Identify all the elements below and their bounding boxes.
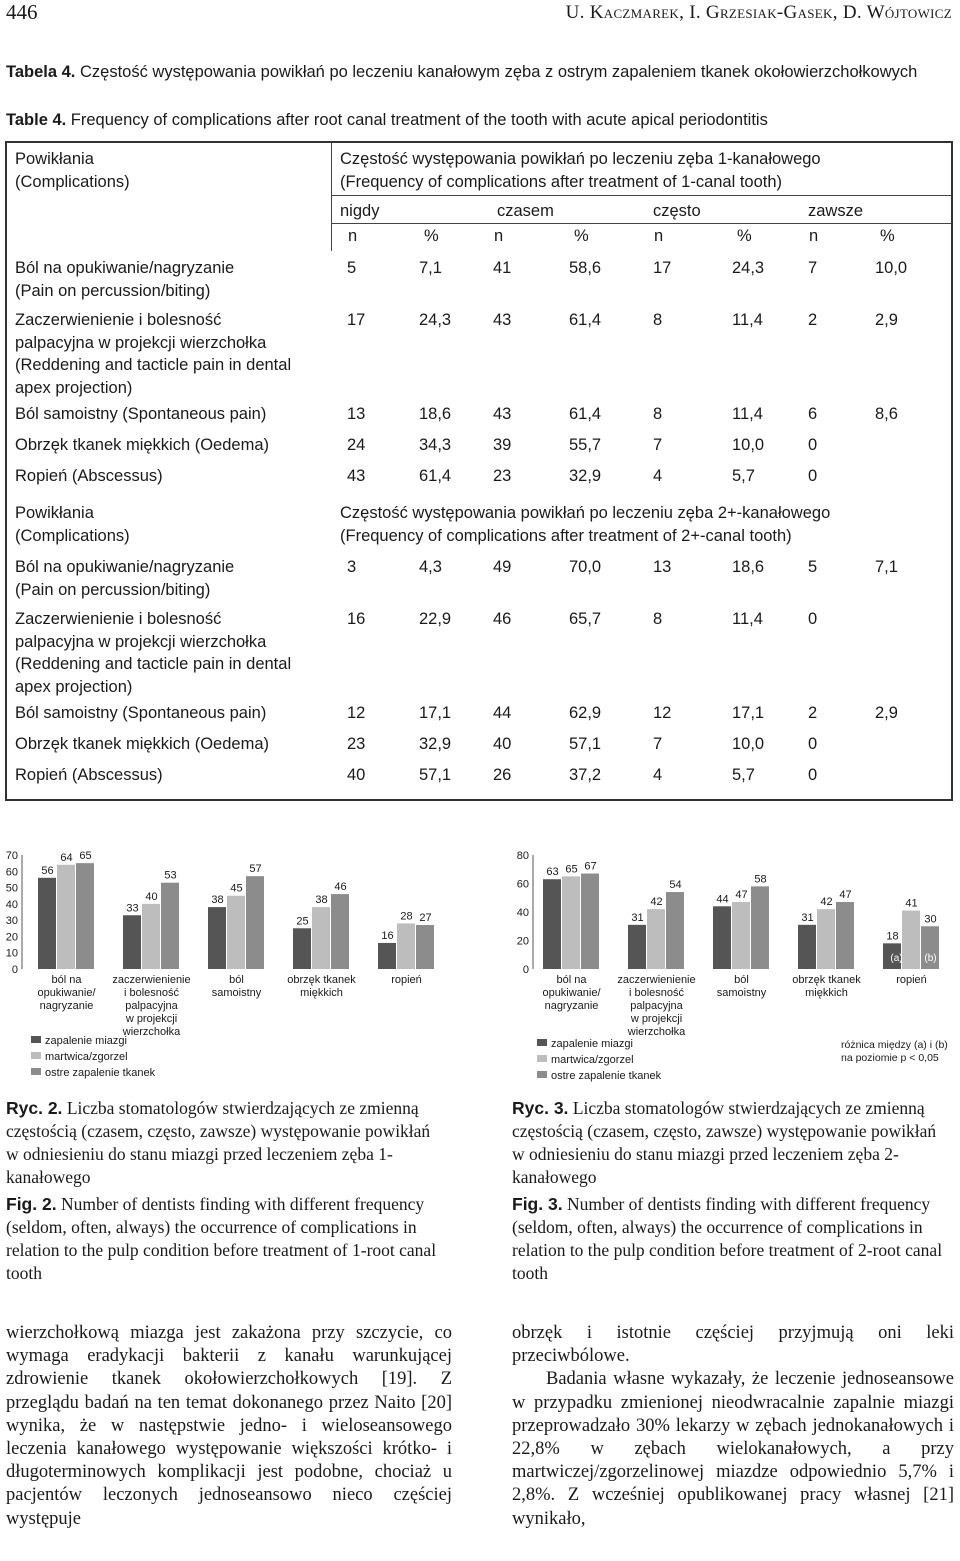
figure-3-caption-pl (512, 1097, 952, 1189)
frequency-label: często (653, 202, 701, 220)
table-rule (331, 143, 332, 251)
category-label: ból na (556, 974, 587, 986)
section-1-title-pl: Częstość występowania powikłań po leczeniu zęba 1-kanałowego (340, 150, 821, 168)
category-label: nagryzanie (39, 1000, 94, 1012)
bar-2-2 (751, 886, 769, 969)
legend-entry: martwica/zgorzel (551, 1054, 634, 1066)
section-1-cell-value: 4 (653, 467, 663, 485)
section-2-cell-value: 10,0 (732, 735, 765, 753)
section-1-cell-value: 11,4 (732, 311, 763, 329)
section-1-row-label: Ból samoistny (Spontaneous pain) (15, 405, 267, 423)
section-1-cell-value: 8,6 (875, 405, 898, 423)
section-2-cell-value: 49 (493, 558, 512, 576)
section-2-cell-value: 11,4 (732, 610, 763, 628)
figure-2-caption-pl (6, 1097, 446, 1189)
section-1-row-label: apex projection) (15, 378, 133, 397)
section-1-cell-value: 43 (493, 405, 512, 423)
section-1-cell-value: 7 (808, 259, 818, 277)
section-1-cell-value: 5,7 (732, 467, 755, 485)
unit-label: % (880, 227, 895, 245)
legend-entry: zapalenie miazgi (551, 1038, 633, 1050)
category-label: samoistny (211, 987, 262, 999)
column-header-complications-pl: Powikłania (15, 150, 94, 168)
table-rule (331, 223, 951, 224)
section-1-row-label: Ropień (Abscessus) (15, 467, 163, 485)
section-1-cell-value: 43 (493, 311, 512, 329)
category-label: ropień (896, 974, 927, 986)
bar-value-label: 27 (419, 912, 432, 925)
bar-value-label: 38 (315, 894, 328, 907)
bar-2-0 (76, 863, 94, 969)
section-2-cell-value: 46 (493, 610, 512, 628)
figure-2-caption (6, 1097, 446, 1285)
bar-value-label: 42 (650, 896, 663, 909)
y-tick-label: 50 (5, 882, 18, 895)
section-1-cell-value: 24 (347, 436, 366, 454)
bar-2-1 (666, 892, 684, 969)
bar-value-label: 38 (211, 894, 224, 907)
section-1-cell-value: 8 (653, 311, 663, 329)
section-1-row-label: Obrzęk tkanek miękkich (Oedema) (15, 436, 270, 454)
table-caption-pl-label: Tabela 4. (6, 63, 76, 81)
section-2-cell-value: 2,9 (875, 704, 898, 722)
bar-value-label: 45 (230, 882, 243, 895)
section-1-cell-value: 8 (653, 405, 663, 423)
section-2-cell-value: 65,7 (569, 610, 602, 628)
section-1-cell-value: 5 (347, 259, 357, 277)
bar-value-label: 65 (79, 850, 92, 863)
bar-1-2 (732, 902, 750, 969)
legend-swatch (537, 1055, 547, 1062)
figure-2-ryc-label: Ryc. 2. (6, 1098, 63, 1118)
unit-label: % (574, 227, 589, 245)
figure-3-ryc-text: Liczba stomatologów stwierdzających ze zmienną częstością (czasem, często, zawsze) występowanie powikłań w odniesieniu do stanu miazgi przed leczeniem zęba 2-kanałowego (512, 1098, 937, 1187)
section-1-cell-value: 17 (653, 259, 672, 277)
section-2-cell-value: 18,6 (732, 558, 765, 576)
figure-3-ryc-label: Ryc. 3. (512, 1098, 569, 1118)
section-2-title-en: (Frequency of complications after treatment of 2+-canal tooth) (340, 527, 792, 545)
section-1-cell-value: 61,4 (569, 311, 602, 329)
y-tick-label: 10 (5, 947, 18, 960)
category-label: ból (734, 974, 749, 986)
category-label: palpacyjna (125, 1000, 178, 1012)
figure-3-caption (512, 1097, 952, 1285)
section-2-cell-value: 23 (347, 735, 366, 753)
section-2-cell-value: 0 (808, 766, 818, 784)
y-tick-label: 60 (5, 866, 18, 879)
bar-0-1 (123, 915, 141, 969)
category-label: wierzchołka (627, 1026, 686, 1038)
bar-value-label: 31 (801, 911, 814, 924)
section-1-cell-value: 34,3 (419, 436, 452, 454)
section-2-cell-value: 5 (808, 558, 818, 576)
category-label: opukiwanie/ (37, 987, 96, 999)
table-caption-en-label: Table 4. (6, 111, 67, 129)
section-2-row-label: Ból samoistny (Spontaneous pain) (15, 704, 267, 722)
section-1-cell-value: 55,7 (569, 436, 602, 454)
table-caption-pl-text: Częstość występowania powikłań po leczeniu kanałowym zęba z ostrym zapaleniem tkanek okołowierzchołkowych (75, 63, 918, 81)
section-2-cell-value: 57,1 (569, 735, 602, 753)
bar-2-0 (581, 874, 599, 969)
y-tick-label: 30 (5, 915, 18, 928)
table-caption-en-text: Frequency of complications after root canal treatment of the tooth with acute apical periodontitis (66, 111, 768, 129)
unit-label: % (737, 227, 752, 245)
category-label: ropień (391, 974, 422, 986)
section-1-cell-value: 41 (493, 259, 512, 277)
bar-value-label: 57 (249, 863, 262, 876)
table-caption-pl (6, 62, 946, 82)
bar-value-label: 54 (669, 879, 682, 892)
figure-2-ryc-text: Liczba stomatologów stwierdzających ze zmienną częstością (czasem, często, zawsze) występowanie powikłań w odniesieniu do stanu miazgi przed leczeniem zęba 1-kanałowego (6, 1098, 431, 1187)
column-header-complications-pl: Powikłania (15, 504, 94, 522)
bar-0-1 (628, 925, 646, 969)
unit-label: n (654, 227, 664, 245)
figure-2-caption-en (6, 1193, 446, 1285)
section-1-row-label: Zaczerwienienie i bolesność (15, 311, 222, 329)
bar-value-label: 42 (820, 896, 833, 909)
section-1-cell-value: 24,3 (732, 259, 765, 277)
legend-entry: ostre zapalenie tkanek (45, 1067, 156, 1079)
legend-swatch (537, 1071, 547, 1078)
legend-entry: ostre zapalenie tkanek (551, 1070, 662, 1082)
section-2-cell-value: 40 (493, 735, 512, 753)
section-2-cell-value: 44 (493, 704, 512, 722)
category-label: obrzęk tkanek (792, 974, 861, 986)
chart-svg (0, 835, 470, 1090)
legend-entry: zapalenie miazgi (45, 1035, 127, 1047)
section-1-cell-value: 10,0 (732, 436, 765, 454)
figure-2-bar-chart (0, 835, 470, 1090)
bar-2-1 (161, 883, 179, 969)
legend-swatch (31, 1036, 41, 1043)
section-2-title-pl: Częstość występowania powikłań po leczeniu zęba 2+-kanałowego (340, 504, 831, 522)
category-label: zaczerwienienie (617, 974, 696, 986)
category-label: obrzęk tkanek (287, 974, 356, 986)
bar-value-label: 46 (334, 881, 347, 894)
bar-value-label: 58 (754, 873, 767, 886)
chart-svg (505, 835, 960, 1090)
y-tick-label: 40 (516, 907, 529, 919)
bar-2-2 (246, 876, 264, 969)
section-1-cell-value: 6 (808, 405, 818, 423)
y-tick-label: 0 (522, 964, 529, 976)
y-tick-label: 70 (5, 850, 18, 862)
bar-0-2 (713, 906, 731, 969)
bar-1-2 (227, 896, 245, 969)
y-tick-label: 0 (11, 964, 18, 976)
bar-value-label: 31 (631, 911, 644, 924)
bar-1-0 (57, 865, 75, 969)
table-rule (331, 195, 951, 196)
frequency-label: nigdy (340, 202, 380, 220)
bar-value-label: 33 (126, 902, 139, 915)
section-2-cell-value: 26 (493, 766, 512, 784)
bar-0-0 (543, 879, 561, 969)
y-tick-label: 20 (5, 931, 18, 944)
section-2-cell-value: 32,9 (419, 735, 452, 753)
section-2-cell-value: 37,2 (569, 766, 602, 784)
annotation-b: (b) (924, 953, 937, 964)
section-1-cell-value: 23 (493, 467, 512, 485)
section-1-cell-value: 7 (653, 436, 663, 454)
figure-3-bar-chart (505, 835, 960, 1090)
section-1-cell-value: 24,3 (419, 311, 452, 329)
y-tick-label: 80 (516, 850, 529, 862)
category-label: w projekcji (125, 1013, 178, 1025)
column-header-complications-en: (Complications) (15, 527, 130, 545)
bar-value-label: 47 (839, 889, 852, 902)
figure-3-fig-text: Number of dentists finding with different frequency (seldom, often, always) the occurrence of complications in relation to the pulp condition before treatment of 2-root canal tooth (512, 1194, 943, 1283)
section-2-cell-value: 22,9 (419, 610, 452, 628)
frequency-label: zawsze (808, 202, 864, 220)
section-1-cell-value: 43 (347, 467, 366, 485)
category-label: w projekcji (630, 1013, 683, 1025)
section-1-cell-value: 58,6 (569, 259, 602, 277)
section-2-row-label: Zaczerwienienie i bolesność (15, 610, 222, 628)
body-paragraph: obrzęk i istotnie częściej przyjmują oni leki przeciwbólowe. (512, 1323, 954, 1367)
section-1-cell-value: 13 (347, 405, 366, 423)
figure-2-fig-label: Fig. 2. (6, 1194, 57, 1214)
section-2-cell-value: 40 (347, 766, 366, 784)
bar-value-label: 47 (735, 889, 748, 902)
section-2-cell-value: 12 (653, 704, 672, 722)
category-label: samoistny (716, 987, 767, 999)
significance-note: na poziomie p < 0,05 (841, 1052, 939, 1064)
section-1-cell-value: 10,0 (875, 259, 908, 277)
bar-value-label: 44 (716, 893, 729, 906)
bar-0-2 (208, 907, 226, 969)
category-label: palpacyjna (630, 1000, 683, 1012)
category-label: miękkich (805, 987, 848, 999)
bar-1-3 (312, 907, 330, 969)
bar-1-4 (397, 923, 415, 969)
section-2-cell-value: 7,1 (875, 558, 898, 576)
bar-0-3 (798, 925, 816, 969)
section-2-row-label: (Pain on percussion/biting) (15, 580, 211, 599)
section-2-cell-value: 16 (347, 610, 366, 628)
section-1-cell-value: 2,9 (875, 311, 898, 329)
section-1-cell-value: 32,9 (569, 467, 602, 485)
y-tick-label: 20 (516, 935, 529, 948)
section-1-title-en: (Frequency of complications after treatment of 1-canal tooth) (340, 173, 783, 191)
y-tick-label: 60 (516, 878, 529, 891)
unit-label: n (809, 227, 819, 245)
section-2-cell-value: 17,1 (419, 704, 452, 722)
figure-3-caption-en (512, 1193, 952, 1285)
bar-2-3 (836, 902, 854, 969)
category-label: i bolesność (123, 987, 180, 999)
section-2-cell-value: 8 (653, 610, 663, 628)
bar-1-0 (562, 876, 580, 969)
section-1-cell-value: 39 (493, 436, 512, 454)
bar-value-label: 41 (905, 897, 918, 910)
body-text-right-column (512, 1322, 954, 1531)
bar-2-3 (331, 894, 349, 969)
section-2-row-label: (Reddening and tacticle pain in dental (15, 655, 292, 673)
bar-1-4 (902, 911, 920, 969)
section-2-row-label: Obrzęk tkanek miękkich (Oedema) (15, 735, 270, 753)
y-tick-label: 40 (5, 898, 18, 911)
section-2-cell-value: 3 (347, 558, 357, 576)
section-2-cell-value: 5,7 (732, 766, 755, 784)
category-label: miękkich (300, 987, 343, 999)
legend-entry: martwica/zgorzel (45, 1051, 128, 1063)
figure-2-fig-text: Number of dentists finding with different frequency (seldom, often, always) the occurrence of complications in relation to the pulp condition before treatment of 1-root canal tooth (6, 1194, 437, 1283)
bar-0-3 (293, 928, 311, 969)
annotation-a: (a) (890, 953, 903, 964)
legend-swatch (31, 1052, 41, 1059)
section-2-cell-value: 2 (808, 704, 818, 722)
unit-label: n (494, 227, 504, 245)
bar-value-label: 30 (924, 913, 937, 926)
category-label: ból na (51, 974, 82, 986)
section-1-cell-value: 0 (808, 467, 818, 485)
bar-value-label: 53 (164, 869, 177, 882)
section-1-cell-value: 61,4 (419, 467, 452, 485)
section-1-cell-value: 17 (347, 311, 366, 329)
category-label: wierzchołka (122, 1026, 181, 1038)
complications-table (5, 141, 953, 801)
section-1-row-label: palpacyjna w projekcji wierzchołka (15, 333, 267, 352)
section-2-row-label: Ból na opukiwanie/nagryzanie (15, 558, 235, 576)
body-paragraph: Badania własne wykazały, że leczenie jednoseansowe w przypadku zmienionej nieodwracalnie zapalnie miazgi przeprowadzało 30% lekarzy w zębach jednokanałowych i 22,8% w zębach wielokanałowych, a przy martwiczej/zgorzelinowej miazdze odpowiednio 5,7% i 2,8%. Z wcześniej opublikowanej pracy własnej [21] wynikało, (512, 1369, 954, 1529)
bar-value-label: 25 (296, 915, 309, 928)
frequency-label: czasem (497, 202, 554, 220)
section-1-cell-value: 11,4 (732, 405, 763, 423)
unit-label: n (348, 227, 358, 245)
figure-3-fig-label: Fig. 3. (512, 1194, 563, 1214)
bar-value-label: 16 (381, 929, 394, 942)
section-2-row-label: Ropień (Abscessus) (15, 766, 163, 784)
section-2-cell-value: 0 (808, 735, 818, 753)
legend-swatch (31, 1068, 41, 1075)
section-1-cell-value: 7,1 (419, 259, 442, 277)
section-2-cell-value: 4,3 (419, 558, 442, 576)
section-1-cell-value: 2 (808, 311, 818, 329)
significance-note: różnica między (a) i (b) (841, 1039, 948, 1051)
bar-value-label: 64 (60, 851, 73, 864)
section-2-cell-value: 4 (653, 766, 663, 784)
running-header (6, 0, 952, 26)
section-2-row-label: apex projection) (15, 677, 133, 696)
body-text-left-column (6, 1322, 452, 1531)
table-caption-en (6, 110, 946, 130)
bar-1-1 (142, 904, 160, 969)
unit-label: % (424, 227, 439, 245)
section-1-row-label: Ból na opukiwanie/nagryzanie (15, 259, 235, 277)
category-label: ból (229, 974, 244, 986)
page-number: 446 (6, 0, 38, 24)
section-2-cell-value: 13 (653, 558, 672, 576)
category-label: zaczerwienienie (112, 974, 191, 986)
bar-value-label: 56 (41, 864, 54, 877)
category-label: nagryzanie (544, 1000, 599, 1012)
section-2-cell-value: 12 (347, 704, 366, 722)
bar-value-label: 63 (546, 866, 559, 879)
bar-0-4 (378, 943, 396, 969)
bar-value-label: 40 (145, 890, 158, 903)
column-header-complications-en: (Complications) (15, 173, 130, 191)
body-paragraph: wierzchołkową miazga jest zakażona przy szczycie, co wymaga eradykacji bakterii z kanału warunkującej zdrowienie tkanek okołowierzchołkowych [19]. Z przeglądu badań na ten temat dokonanego przez Naito [20] wynika, że w następstwie jedno- i wieloseansowego leczenia kanałowego występowanie większości krótko- i długoterminowych komplikacji jest podobne, chociaż u pacjentów leczonych jednoseansowo nieco częściej występuje (6, 1323, 452, 1529)
section-2-cell-value: 70,0 (569, 558, 602, 576)
section-2-cell-value: 0 (808, 610, 818, 628)
author-list: U. Kaczmarek, I. Grzesiak-Gasek, D. Wójtowicz (565, 2, 952, 23)
bar-1-3 (817, 909, 835, 969)
category-label: i bolesność (628, 987, 685, 999)
bar-0-0 (38, 878, 56, 969)
category-label: opukiwanie/ (542, 987, 601, 999)
bar-1-1 (647, 909, 665, 969)
section-2-cell-value: 62,9 (569, 704, 602, 722)
section-1-cell-value: 18,6 (419, 405, 452, 423)
bar-value-label: 67 (584, 860, 597, 873)
section-1-row-label: (Reddening and tacticle pain in dental (15, 356, 292, 374)
bar-value-label: 18 (886, 930, 899, 943)
legend-swatch (537, 1039, 547, 1046)
section-2-row-label: palpacyjna w projekcji wierzchołka (15, 632, 267, 651)
bar-value-label: 65 (565, 863, 578, 876)
bar-2-4 (416, 925, 434, 969)
section-2-cell-value: 7 (653, 735, 663, 753)
section-1-cell-value: 0 (808, 436, 818, 454)
section-2-cell-value: 17,1 (732, 704, 765, 722)
bar-value-label: 28 (400, 910, 413, 923)
section-1-row-label: (Pain on percussion/biting) (15, 281, 211, 300)
section-2-cell-value: 57,1 (419, 766, 452, 784)
section-1-cell-value: 61,4 (569, 405, 602, 423)
